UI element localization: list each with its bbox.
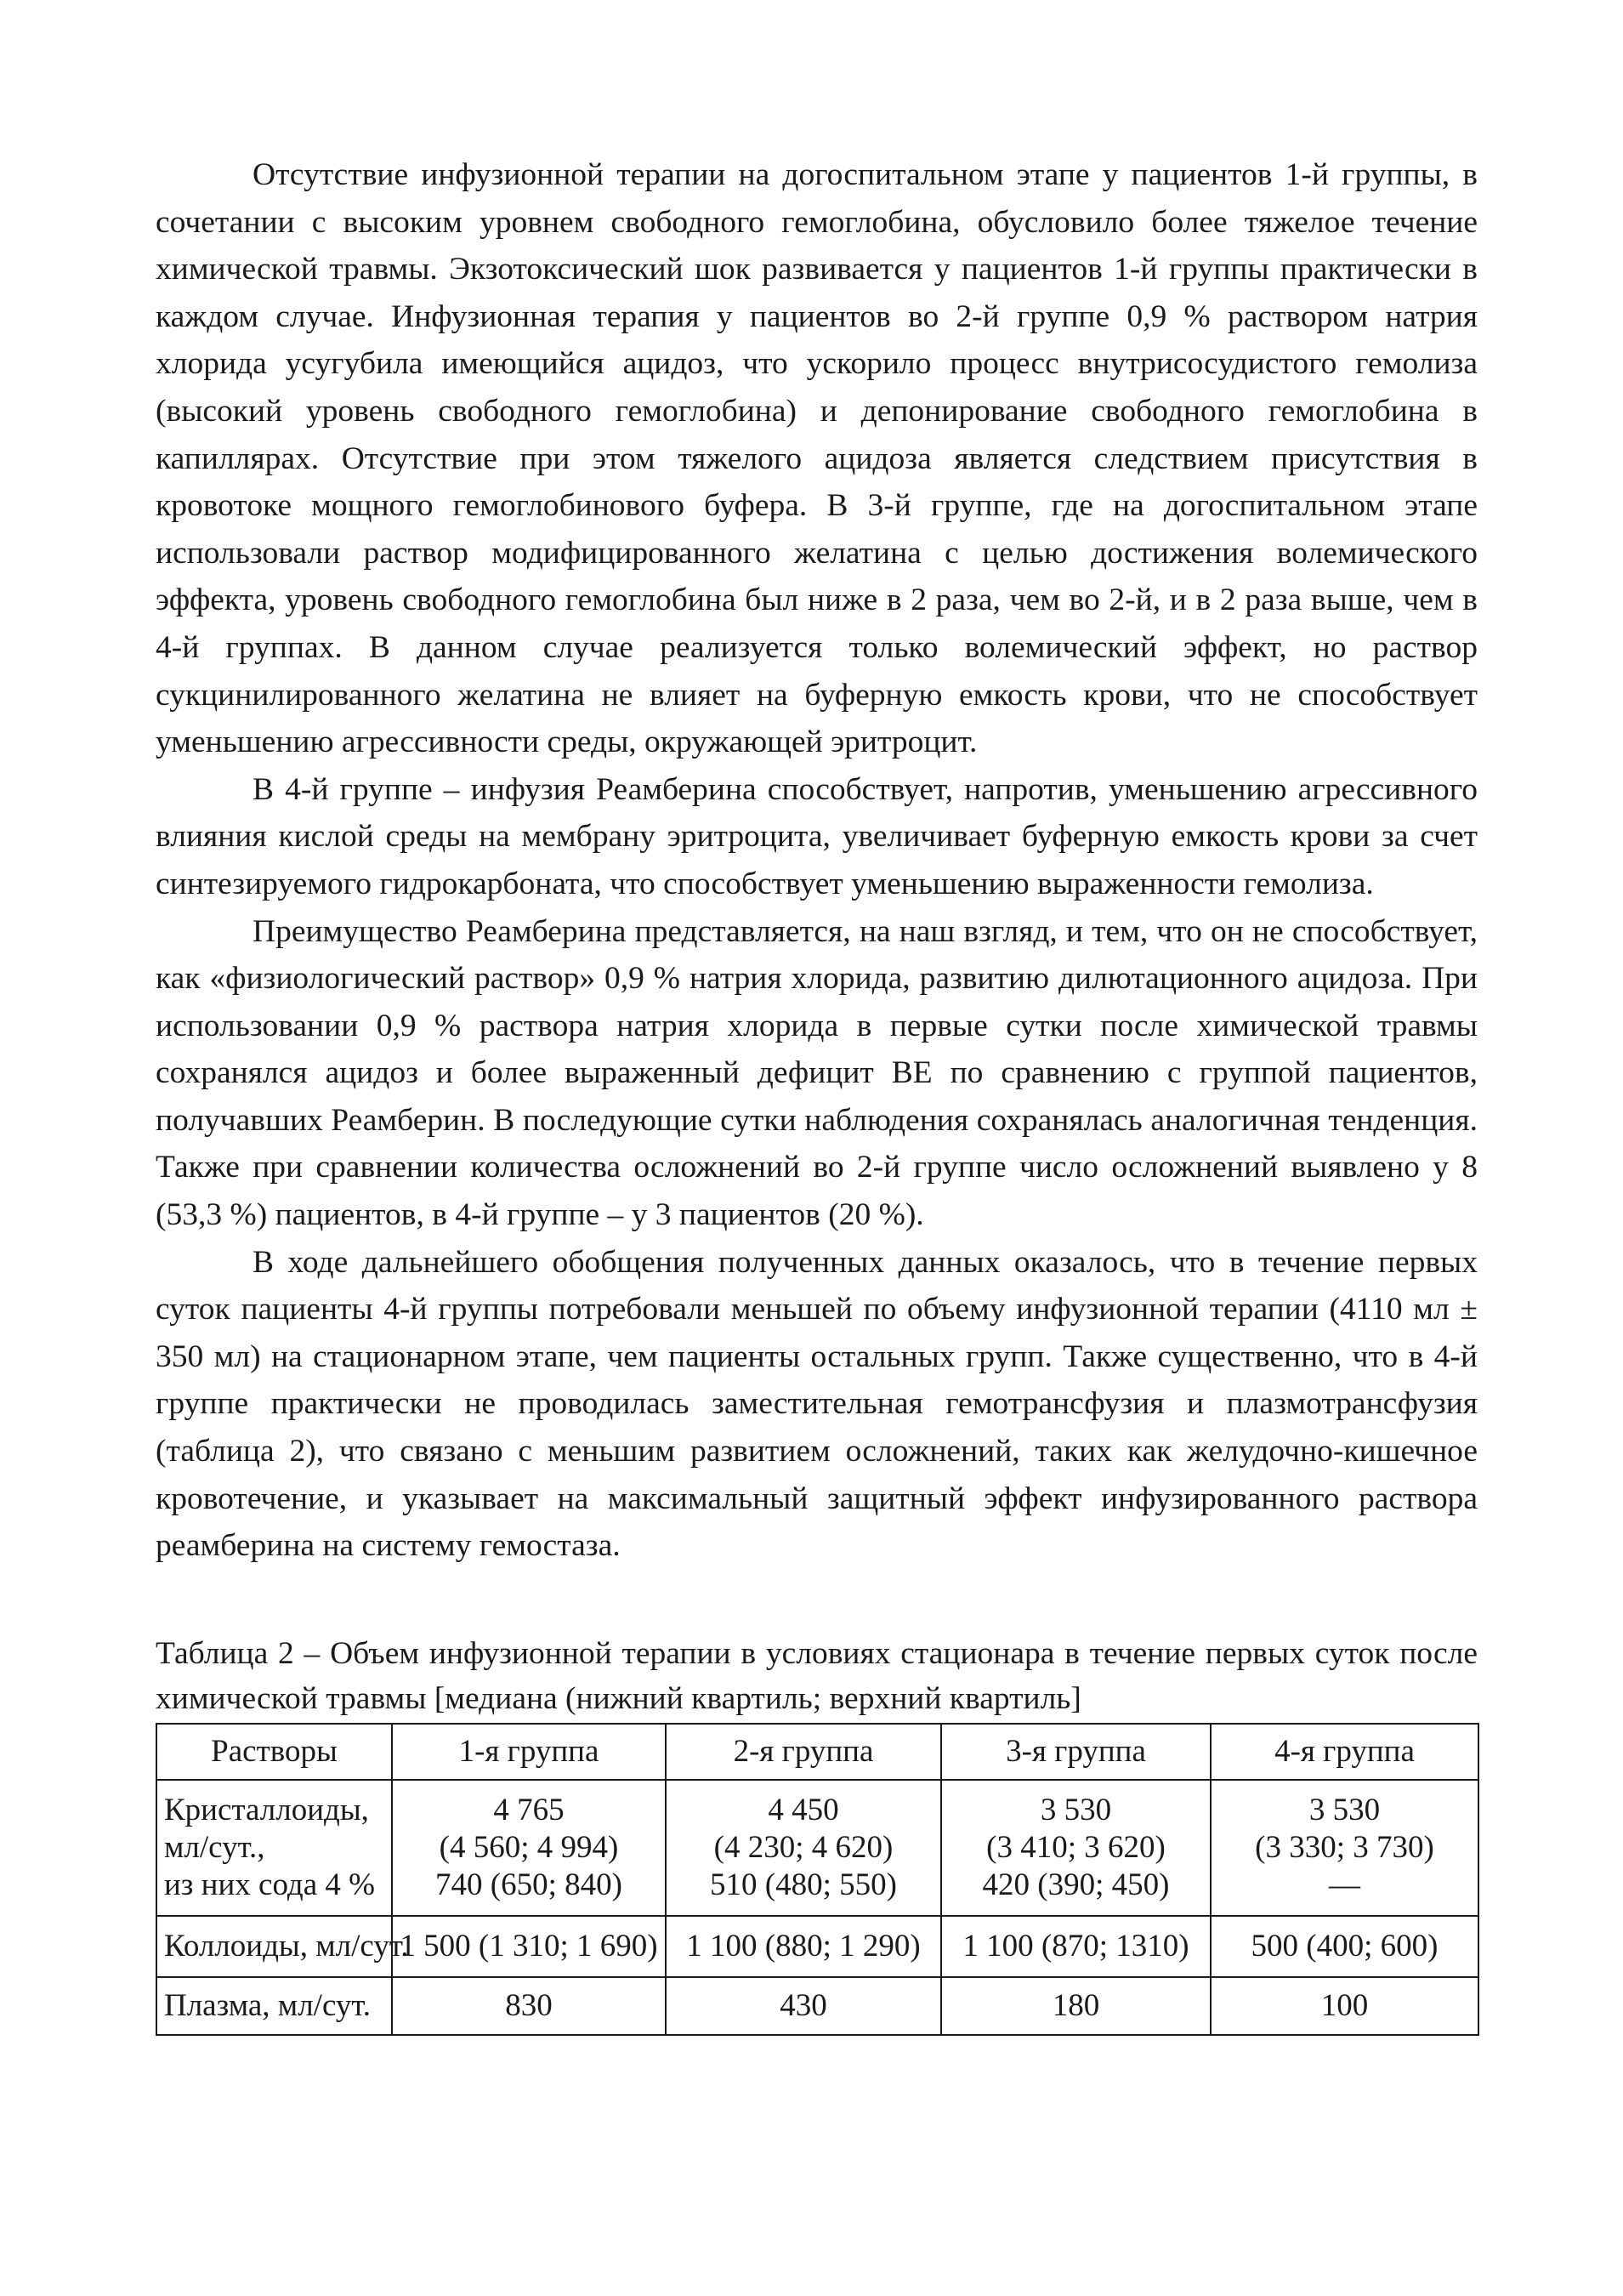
cell-median: 3 530 [1040, 1792, 1112, 1827]
paragraph-1: Отсутствие инфузионной терапии на догоспитальном этапе у пациентов 1-й группы, в сочетании с высоким уровнем свободного гемоглобина, обусловило более тяжелое течение химической травмы. Экзотоксический шок развивается у пациентов 1-й группы практически в каждом случае. Инфузионная терапия у пациентов во 2-й группе 0,9 % раствором натрия хлорида усугубила имеющийся ацидоз, что ускорило процесс внутрисосудистого гемолиза (высокий уровень свободного гемоглобина) и депонирование свободного гемоглобина в капиллярах. Отсутствие при этом тяжелого ацидоза является следствием присутствия в кровотоке мощного гемоглобинового буфера. В 3-й группе, где на догоспитальном этапе использовали раствор модифицированного желатина с целью достижения волемического эффекта, уровень свободного гемоглобина был ниже в 2 раза, чем во 2-й, и в 2 раза выше, чем в 4-й группах. В данном случае реализуется только волемический эффект, но раствор сукцинилированного желатина не влияет на буферную емкость крови, что не способствует уменьшению агрессивности среды, окружающей эритроцит. [156, 157, 1478, 760]
cell-soda: 420 (390; 450) [982, 1867, 1170, 1902]
cell-plasma-g2: 430 [666, 1977, 941, 2035]
cell-crystalloids-g4 [1211, 1780, 1478, 1916]
row-label-colloids: Коллоиды, мл/сут. [156, 1916, 392, 1977]
table-caption: Таблица 2 – Объем инфузионной терапии в условиях стационара в течение первых суток после химической травмы [медиана (нижний квартиль; верхний квартиль] [156, 1635, 1478, 1716]
cell-quartiles: (4 230; 4 620) [713, 1829, 894, 1865]
cell-colloids-g4: 500 (400; 600) [1211, 1916, 1478, 1977]
cell-colloids-g3: 1 100 (870; 1310) [941, 1916, 1211, 1977]
table-row-colloids [156, 1916, 1478, 1977]
paragraph-3: Преимущество Реамберина представляется, на наш взгляд, и тем, что он не способствует, как «физиологический раствор» 0,9 % натрия хлорида, развитию дилютационного ацидоза. При использовании 0,9 % раствора натрия хлорида в первые сутки после химической травмы сохранялся ацидоз и более выраженный дефицит ВЕ по сравнению с группой пациентов, получавших Реамберин. В последующие сутки наблюдения сохранялась аналогичная тенденция. Также при сравнении количества осложнений во 2-й группе число осложнений выявлено у 8 (53,3 %) пациентов, в 4-й группе – у 3 пациентов (20 %). [156, 913, 1478, 1233]
table-header-row [156, 1724, 1478, 1780]
cell-crystalloids-g3 [941, 1780, 1211, 1916]
cell-soda: 740 (650; 840) [435, 1867, 622, 1902]
infusion-volume-table [156, 1723, 1479, 2036]
row-label-crystalloids [156, 1780, 392, 1916]
cell-quartiles: (4 560; 4 994) [439, 1829, 619, 1865]
header-group-2: 2-я группа [666, 1724, 941, 1780]
row-label-line: мл/сут., [164, 1829, 265, 1865]
cell-soda: 510 (480; 550) [710, 1867, 897, 1902]
row-label-line: из них сода 4 % [164, 1867, 375, 1902]
cell-quartiles: (3 410; 3 620) [986, 1829, 1166, 1865]
cell-plasma-g1: 830 [392, 1977, 666, 2035]
cell-quartiles: (3 330; 3 730) [1255, 1829, 1434, 1865]
table-row-crystalloids [156, 1780, 1478, 1916]
header-solutions: Растворы [156, 1724, 392, 1780]
paragraph-4: В ходе дальнейшего обобщения полученных данных оказалось, что в течение первых суток пациенты 4-й группы потребовали меньшей по объему инфузионной терапии (4110 мл ± 350 мл) на стационарном этапе, чем пациенты остальных групп. Также существенно, что в 4-й группе практически не проводилась заместительная гемотрансфузия и плазмотрансфузия (таблица 2), что связано с меньшим развитием осложнений, таких как желудочно-кишечное кровотечение, и указывает на максимальный защитный эффект инфузированного раствора реамберина на систему гемостаза. [156, 1244, 1478, 1564]
cell-colloids-g2: 1 100 (880; 1 290) [666, 1916, 941, 1977]
cell-colloids-g1: 1 500 (1 310; 1 690) [392, 1916, 666, 1977]
header-group-4: 4-я группа [1211, 1724, 1478, 1780]
header-group-3: 3-я группа [941, 1724, 1211, 1780]
cell-crystalloids-g2 [666, 1780, 941, 1916]
cell-median: 4 450 [768, 1792, 839, 1827]
cell-soda: — [1329, 1867, 1360, 1902]
row-label-plasma: Плазма, мл/сут. [156, 1977, 392, 2035]
cell-plasma-g3: 180 [941, 1977, 1211, 2035]
document-page [156, 151, 1478, 2036]
cell-median: 3 530 [1308, 1792, 1381, 1827]
table-row-plasma [156, 1977, 1478, 2035]
cell-median: 4 765 [493, 1792, 565, 1827]
row-label-line: Кристаллоиды, [164, 1792, 369, 1827]
cell-crystalloids-g1 [392, 1780, 666, 1916]
header-group-1: 1-я группа [392, 1724, 666, 1780]
paragraph-2: В 4-й группе – инфузия Реамберина способствует, напротив, уменьшению агрессивного влияния кислой среды на мембрану эритроцита, увеличивает буферную емкость крови за счет синтезируемого гидрокарбоната, что способствует уменьшению выраженности гемолиза. [156, 771, 1478, 901]
cell-plasma-g4: 100 [1211, 1977, 1478, 2035]
